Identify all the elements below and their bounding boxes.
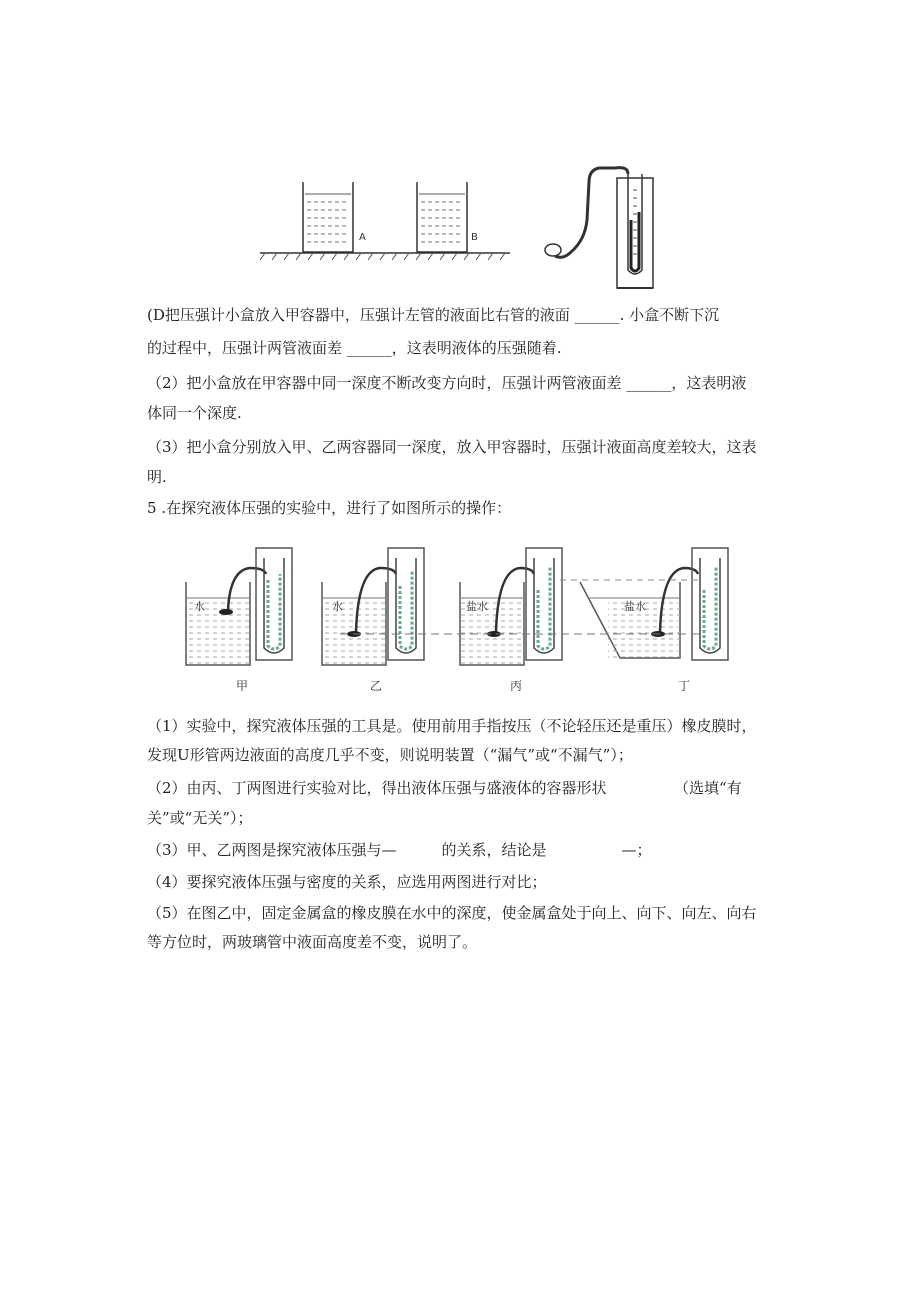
figure-containers-and-gauge	[255, 160, 675, 300]
p5-line-6: （4）要探究液体压强与密度的关系，应选用两图进行对比；	[147, 873, 547, 891]
label-a: A	[359, 232, 366, 243]
caption-bing: 丙	[510, 679, 523, 693]
panel-bing	[460, 548, 562, 665]
q4-line-5: （3）把小盒分别放入甲、乙两容器同一深度，放入甲容器时，压强计液面高度差较大，这表	[147, 438, 757, 456]
container-b	[417, 182, 467, 252]
q4-line-4: 体同一个深度.	[147, 404, 242, 422]
p5-line-2: 发现U形管两边液面的高度几乎不变，则说明装置（“漏气”或“不漏气”）；	[147, 746, 633, 764]
caption-jia: 甲	[236, 679, 249, 693]
p5-line-5: （3）甲、乙两图是探究液体压强与— 的关系，结论是 —；	[147, 841, 652, 859]
q4-line-2: 的过程中，压强计两管液面差 ______，这表明液体的压强随着.	[147, 339, 562, 357]
q4-line-6: 明.	[147, 468, 167, 486]
container-a	[303, 182, 353, 252]
problem-5-stem: 5 .在探究液体压强的实验中，进行了如图所示的操作：	[147, 499, 512, 517]
panel-jia	[186, 548, 292, 665]
p5-line-3: （2）由丙、丁两图进行实验对比，得出液体压强与盛液体的容器形状 （选填“有	[147, 779, 742, 797]
liquid-label-yi: 水	[332, 600, 343, 613]
p5-line-7: （5）在图乙中，固定金属盒的橡皮膜在水中的深度，使金属盒处于向上、向下、向左、向右	[147, 904, 757, 922]
p5-line-8: 等方位时，两玻璃管中液面高度差不变，说明了。	[147, 933, 478, 951]
figure-four-experiments	[180, 540, 740, 700]
p5-line-4: 关”或“无关”）；	[147, 809, 253, 827]
q4-line-1: (D把压强计小盒放入甲容器中，压强计左管的液面比右管的液面 ______. 小盒不断下沉	[147, 306, 720, 324]
caption-yi: 乙	[370, 679, 383, 693]
pressure-gauge	[545, 168, 653, 288]
liquid-label-jia: 水	[194, 600, 205, 613]
caption-ding: 丁	[678, 679, 691, 693]
liquid-label-bing: 盐水	[466, 600, 488, 613]
label-b: B	[471, 232, 478, 243]
q4-line-3: （2）把小盒放在甲容器中同一深度不断改变方向时，压强计两管液面差 ______，这表明液	[147, 374, 747, 392]
p5-line-1: （1）实验中，探究液体压强的工具是。使用前用手指按压（不论轻压还是重压）橡皮膜时，	[147, 717, 757, 735]
panel-ding	[580, 548, 728, 660]
panel-yi	[322, 548, 424, 665]
liquid-label-ding: 盐水	[624, 600, 646, 613]
